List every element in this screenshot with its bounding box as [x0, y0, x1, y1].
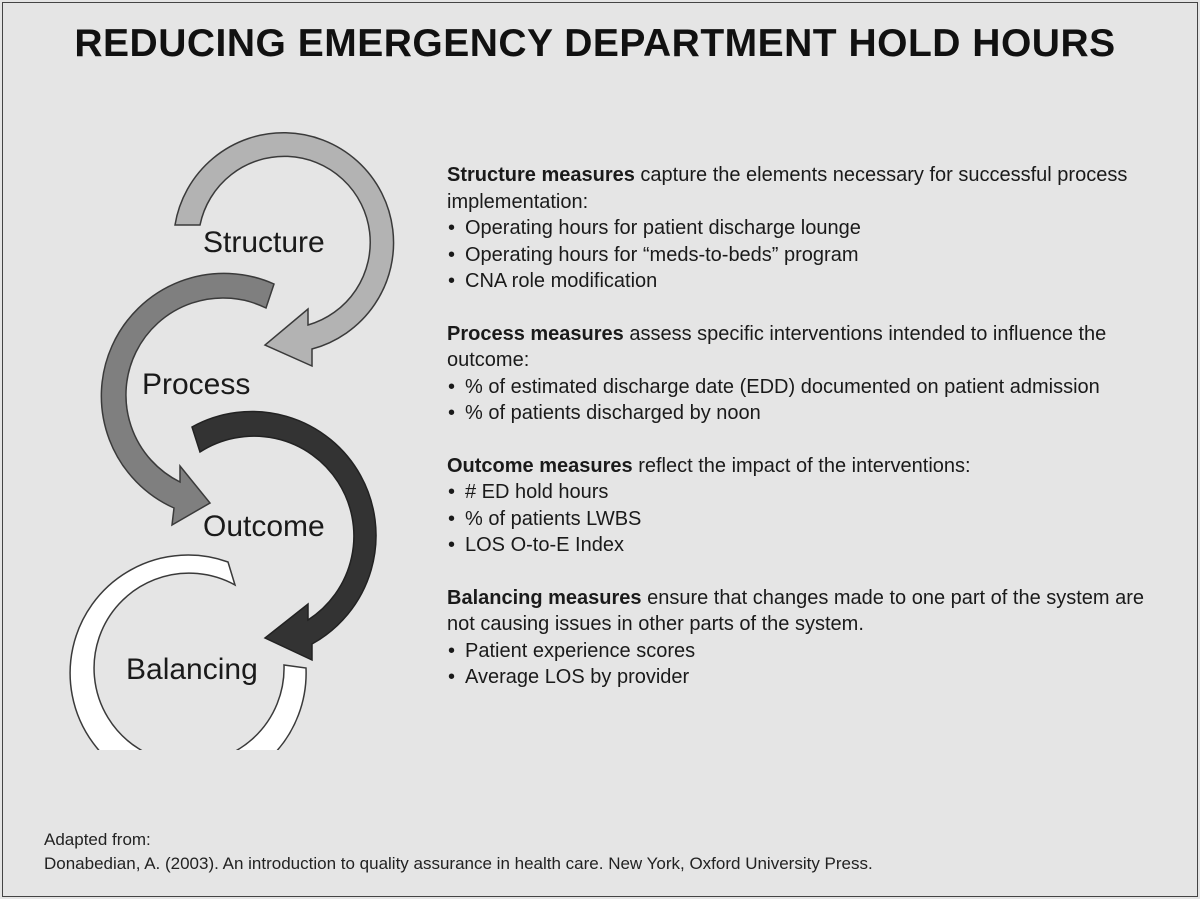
- structure-measures: [447, 162, 1167, 295]
- stage-label-process: Process: [142, 368, 251, 401]
- section-text: capture the elements necessary for successful process implementation:: [447, 164, 1128, 213]
- balancing-measures: [447, 585, 1167, 691]
- outcome-description: [447, 453, 1167, 480]
- section-lead: Structure measures: [447, 164, 635, 186]
- measures-list: [447, 162, 1167, 717]
- citation-reference: Donabedian, A. (2003). An introduction to quality assurance in health care. New York, Oxford University Press.: [44, 854, 873, 873]
- outcome-measures: [447, 453, 1167, 559]
- citation-intro: Adapted from:: [44, 830, 151, 849]
- process-description: [447, 321, 1167, 374]
- list-item: • # ED hold hours: [447, 479, 1167, 506]
- list-item: • LOS O-to-E Index: [447, 532, 1167, 559]
- list-item: • % of patients LWBS: [447, 506, 1167, 533]
- list-item: • Average LOS by provider: [447, 664, 1167, 691]
- list-item: • Operating hours for patient discharge lounge: [447, 215, 1167, 242]
- diagram-title: REDUCING EMERGENCY DEPARTMENT HOLD HOURS: [74, 22, 1116, 65]
- section-lead: Outcome measures: [447, 454, 633, 477]
- section-text: reflect the impact of the interventions:: [632, 454, 971, 477]
- section-lead: Process measures: [447, 322, 624, 345]
- stage-label-structure: Structure: [203, 226, 325, 259]
- list-item: • Patient experience scores: [447, 638, 1167, 665]
- stage-label-balancing: Balancing: [126, 653, 258, 686]
- list-item: • Operating hours for “meds-to-beds” program: [447, 242, 1167, 269]
- balancing-description: [447, 585, 1167, 638]
- list-item: • CNA role modification: [447, 268, 1167, 295]
- section-text: assess specific interventions intended to influence the outcome:: [447, 322, 1107, 371]
- section-lead: Balancing measures: [447, 586, 642, 609]
- list-item: • % of estimated discharge date (EDD) documented on patient admission: [447, 374, 1167, 401]
- section-text: ensure that changes made to one part of the system are not causing issues in other parts of the system.: [447, 586, 1145, 635]
- structure-description: [447, 162, 1167, 215]
- process-measures: [447, 321, 1167, 427]
- stage-label-outcome: Outcome: [203, 510, 325, 543]
- measures-cycle: [60, 130, 440, 750]
- citation: [44, 828, 873, 876]
- list-item: • % of patients discharged by noon: [447, 400, 1167, 427]
